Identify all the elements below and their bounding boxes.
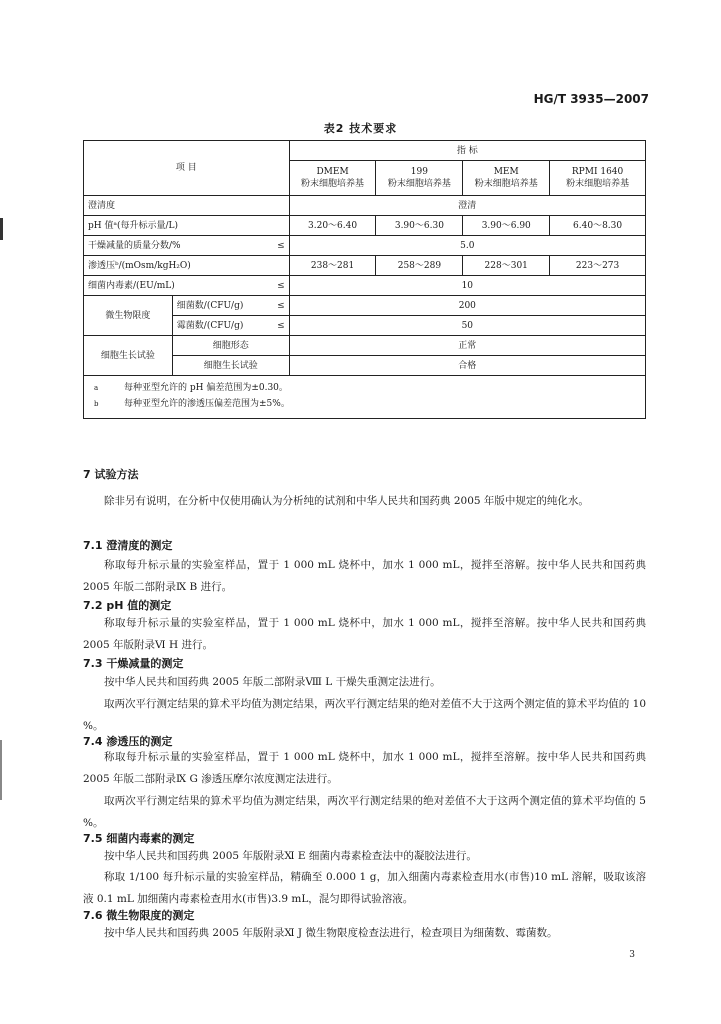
paragraph: 除非另有说明，在分析中仅使用确认为分析纯的试剂和中华人民共和国药典 2005 年版中规定的纯化水。 bbox=[104, 495, 589, 507]
cell-value: 238～281 bbox=[289, 256, 376, 276]
scan-edge-mark bbox=[0, 740, 2, 800]
table-header-row bbox=[84, 141, 646, 161]
cell-value: 澄清 bbox=[289, 196, 645, 216]
cell-value: 3.90～6.30 bbox=[376, 216, 463, 236]
paragraph: 称取每升标示量的实验室样品，置于 1 000 mL 烧杯中，加水 1 000 mL，搅拌至溶解。按中华人民共和国药典 2005 年版二部附录Ⅸ B 进行。 bbox=[83, 559, 646, 593]
cell-value: 223～273 bbox=[550, 256, 646, 276]
standard-code: HG/T 3935—2007 bbox=[533, 92, 649, 106]
row-label: 澄清度 bbox=[84, 196, 290, 216]
paragraph: 按中华人民共和国药典 2005 年版附录Ⅺ E 细菌内毒素检查法中的凝胶法进行。 bbox=[104, 850, 477, 862]
medium-header: 199 粉末细胞培养基 bbox=[376, 161, 463, 196]
row-label: 渗透压ᵇ/(mOsm/kgH₂O) bbox=[84, 256, 290, 276]
cell-value: 3.90～6.90 bbox=[463, 216, 550, 236]
row-label: 细胞形态 bbox=[172, 336, 289, 356]
row-label: 干燥减量的质量分数/% ≤ bbox=[84, 236, 290, 256]
table-row bbox=[84, 236, 646, 256]
cell-value: 258～289 bbox=[376, 256, 463, 276]
scan-edge-mark bbox=[0, 218, 3, 240]
cell-value: 50 bbox=[289, 316, 645, 336]
table-note: b 每种亚型允许的渗透压偏差范围为±5%。 bbox=[94, 399, 290, 409]
page-number: 3 bbox=[629, 950, 635, 960]
medium-header: RPMI 1640 粉末细胞培养基 bbox=[550, 161, 646, 196]
paragraph: 取两次平行测定结果的算术平均值为测定结果，两次平行测定结果的绝对差值不大于这两个测定值的算术平均值的 10 %。 bbox=[83, 698, 646, 732]
row-label: 霉菌数/(CFU/g) ≤ bbox=[172, 316, 289, 336]
table-row bbox=[84, 296, 646, 316]
group-label: 微生物限度 bbox=[84, 296, 173, 336]
section-title: 7.6 微生物限度的测定 bbox=[83, 909, 195, 922]
table-row bbox=[84, 336, 646, 356]
row-label: pH 值ᵃ(每升标示量/L) bbox=[84, 216, 290, 236]
table-notes-row bbox=[84, 376, 646, 419]
row-label: 细胞生长试验 bbox=[172, 356, 289, 376]
paragraph: 按中华人民共和国药典 2005 年版二部附录Ⅷ L 干燥失重测定法进行。 bbox=[104, 676, 441, 688]
section-title: 7.2 pH 值的测定 bbox=[83, 599, 172, 612]
table-note: a 每种亚型允许的 pH 偏差范围为±0.30。 bbox=[94, 383, 288, 393]
section-title: 7.5 细菌内毒素的测定 bbox=[83, 832, 195, 845]
section-title: 7.3 干燥减量的测定 bbox=[83, 657, 184, 670]
paragraph: 称取 1/100 每升标示量的实验室样品，精确至 0.000 1 g，加入细菌内毒素检查用水(市售)10 mL 溶解，吸取该溶液 0.1 mL 加细菌内毒素检查用水(市售)3.9 mL，混匀即得试验溶液。 bbox=[83, 871, 646, 905]
medium-header: MEM 粉末细胞培养基 bbox=[463, 161, 550, 196]
table-row bbox=[84, 256, 646, 276]
cell-value: 228～301 bbox=[463, 256, 550, 276]
paragraph: 取两次平行测定结果的算术平均值为测定结果，两次平行测定结果的绝对差值不大于这两个测定值的算术平均值的 5 %。 bbox=[83, 795, 646, 829]
group-label: 细胞生长试验 bbox=[84, 336, 173, 376]
section-title: 7.1 澄清度的测定 bbox=[83, 539, 173, 552]
table-title: 表2 技术要求 bbox=[323, 122, 398, 135]
paragraph: 称取每升标示量的实验室样品，置于 1 000 mL 烧杯中，加水 1 000 mL，搅拌至溶解。按中华人民共和国药典 2005 年版二部附录Ⅸ G 渗透压摩尔浓度测定法进行。 bbox=[83, 751, 646, 785]
row-label: 细菌内毒素/(EU/mL) ≤ bbox=[84, 276, 290, 296]
table-row bbox=[84, 196, 646, 216]
cell-value: 5.0 bbox=[289, 236, 645, 256]
table-row bbox=[84, 216, 646, 236]
medium-header: DMEM 粉末细胞培养基 bbox=[289, 161, 376, 196]
paragraph: 按中华人民共和国药典 2005 年版附录Ⅺ J 微生物限度检查法进行，检查项目为细菌数、霉菌数。 bbox=[104, 927, 558, 939]
paragraph: 称取每升标示量的实验室样品，置于 1 000 mL 烧杯中，加水 1 000 mL，搅拌至溶解。按中华人民共和国药典 2005 年版附录Ⅵ H 进行。 bbox=[83, 617, 646, 651]
table-row bbox=[84, 276, 646, 296]
row-label: 细菌数/(CFU/g) ≤ bbox=[172, 296, 289, 316]
cell-value: 10 bbox=[289, 276, 645, 296]
cell-value: 3.20～6.40 bbox=[289, 216, 376, 236]
section-title: 7.4 渗透压的测定 bbox=[83, 735, 173, 748]
technical-requirements-table bbox=[83, 140, 646, 419]
cell-value: 6.40～8.30 bbox=[550, 216, 646, 236]
cell-value: 正常 bbox=[289, 336, 645, 356]
section-title: 7 试验方法 bbox=[83, 468, 139, 481]
cell-value: 合格 bbox=[289, 356, 645, 376]
cell-value: 200 bbox=[289, 296, 645, 316]
table-notes bbox=[84, 376, 646, 419]
column-header-item: 项 目 bbox=[84, 141, 290, 196]
column-header-indicator: 指 标 bbox=[289, 141, 645, 161]
